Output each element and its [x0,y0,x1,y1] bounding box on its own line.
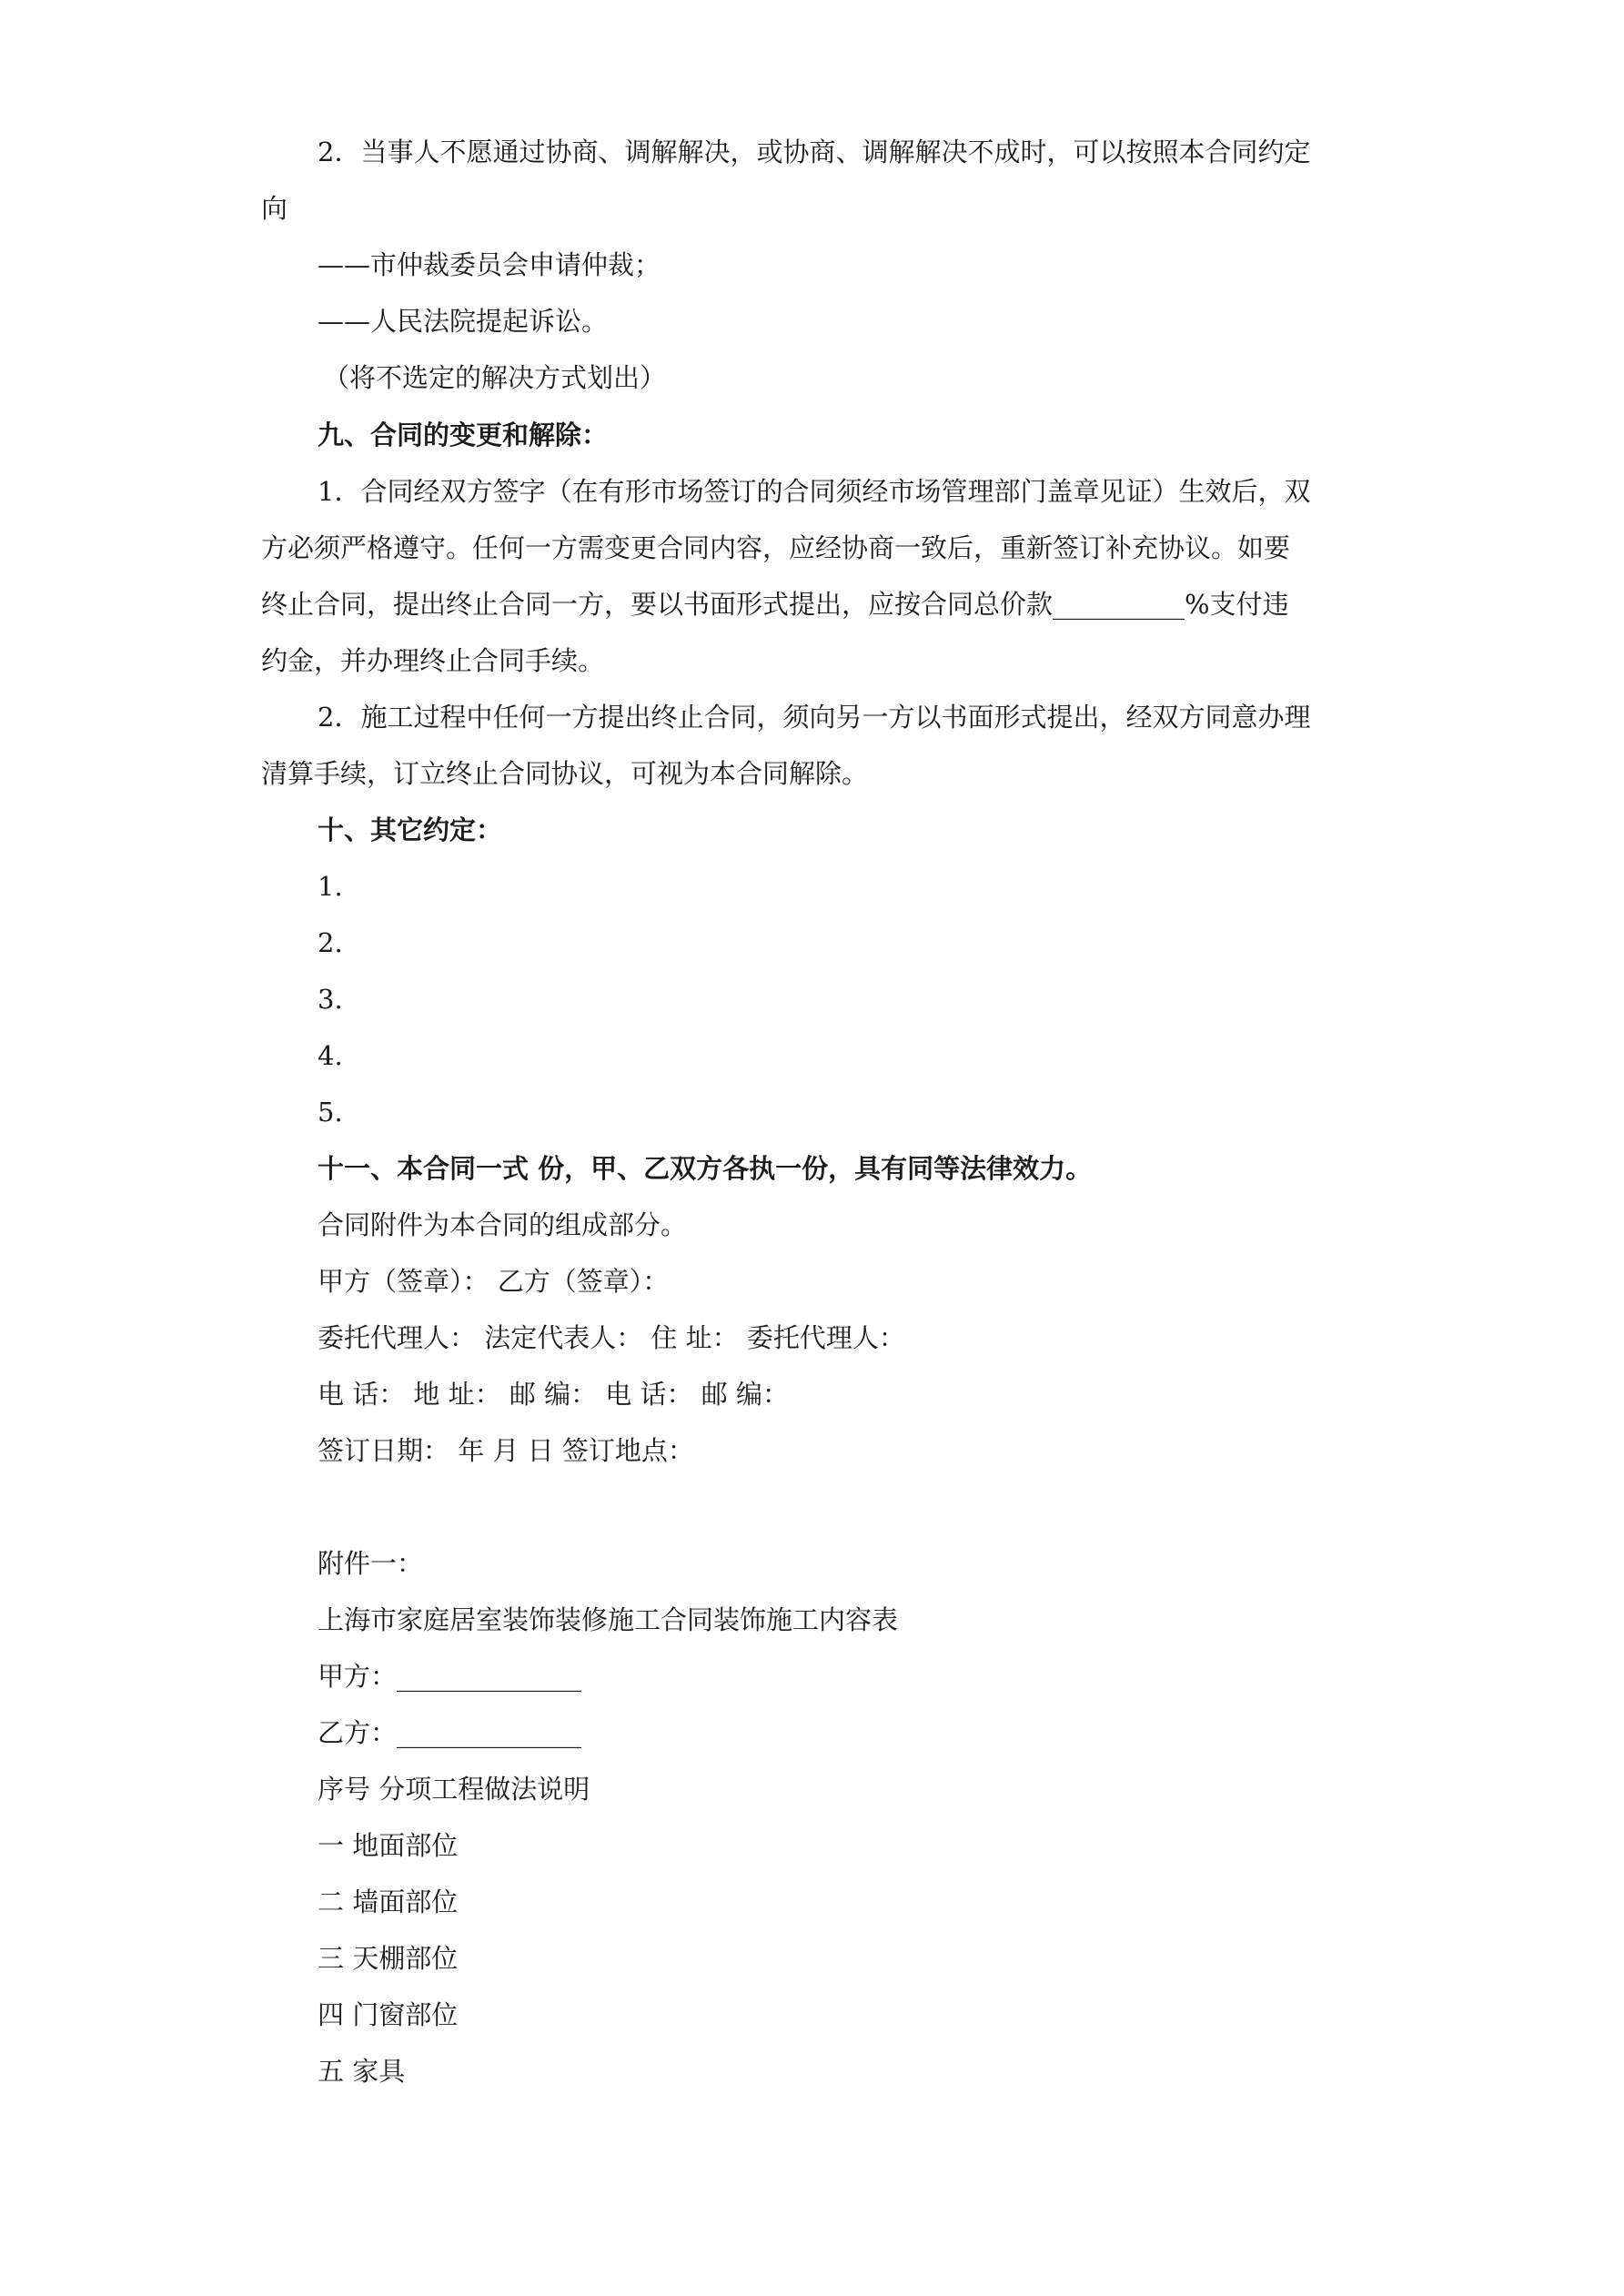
sec10-item: 3. [318,984,343,1015]
annex-row: 三 天棚部位 [318,1943,459,1974]
annex-party-a: 甲方：______________ [318,1661,582,1692]
sec11-date-line: 签订日期： 年 月 日 签订地点： [318,1435,694,1466]
sec11-annex-note: 合同附件为本合同的组成部分。 [318,1209,688,1240]
sec8-option-arbitration: ——市仲裁委员会申请仲裁； [318,249,661,280]
sec9-heading: 九、合同的变更和解除： [318,420,609,450]
sec10-item: 1. [318,871,343,902]
annex-row: 四 门窗部位 [318,1999,459,2030]
sec8-p2-line1: 2．当事人不愿通过协商、调解解决，或协商、调解解决不成时，可以按照本合同约定 [318,137,1311,167]
annex-title: 上海市家庭居室装饰装修施工合同装饰施工内容表 [318,1604,899,1635]
sec11-contacts-line: 电 话： 地 址： 邮 编： 电 话： 邮 编： [318,1379,789,1410]
sec10-item: 4. [318,1040,343,1071]
sec9-p1-line2: 方必须严格遵守。任何一方需变更合同内容，应经协商一致后，重新签订补充协议。如要 [261,532,1291,563]
sec8-p2-line2: 向 [261,193,288,224]
annex-row: 五 家具 [318,2056,406,2087]
sec11-signature-line: 甲方（签章）： 乙方（签章）： [318,1266,670,1297]
annex-row: 二 墙面部位 [318,1886,459,1917]
sec9-p1-line1: 1．合同经双方签字（在有形市场签订的合同须经市场管理部门盖章见证）生效后，双 [318,476,1311,507]
annex-party-b: 乙方：______________ [318,1717,582,1748]
sec9-p2-line1: 2．施工过程中任何一方提出终止合同，须向另一方以书面形式提出，经双方同意办理 [318,702,1311,733]
annex-row: 一 地面部位 [318,1830,459,1861]
sec9-p2-line2: 清算手续，订立终止合同协议，可视为本合同解除。 [261,758,869,789]
sec9-p1-line3: 终止合同，提出终止合同一方，要以书面形式提出，应按合同总价款__________%支付违 [261,589,1289,620]
sec8-note: （将不选定的解决方式划出） [323,362,667,393]
sec9-p1-line4: 约金，并办理终止合同手续。 [261,645,605,676]
sec10-heading: 十、其它约定： [318,814,503,845]
sec8-option-litigation: ——人民法院提起诉讼。 [318,306,609,337]
sec10-item: 2. [318,927,343,958]
sec11-heading: 十一、本合同一式 份，甲、乙双方各执一份，具有同等法律效力。 [318,1153,1093,1184]
sec10-item: 5. [318,1097,343,1128]
annex-table-header: 序号 分项工程做法说明 [318,1774,590,1805]
sec11-agents-line: 委托代理人： 法定代表人： 住 址： 委托代理人： [318,1322,905,1353]
annex-label: 附件一： [318,1548,424,1579]
